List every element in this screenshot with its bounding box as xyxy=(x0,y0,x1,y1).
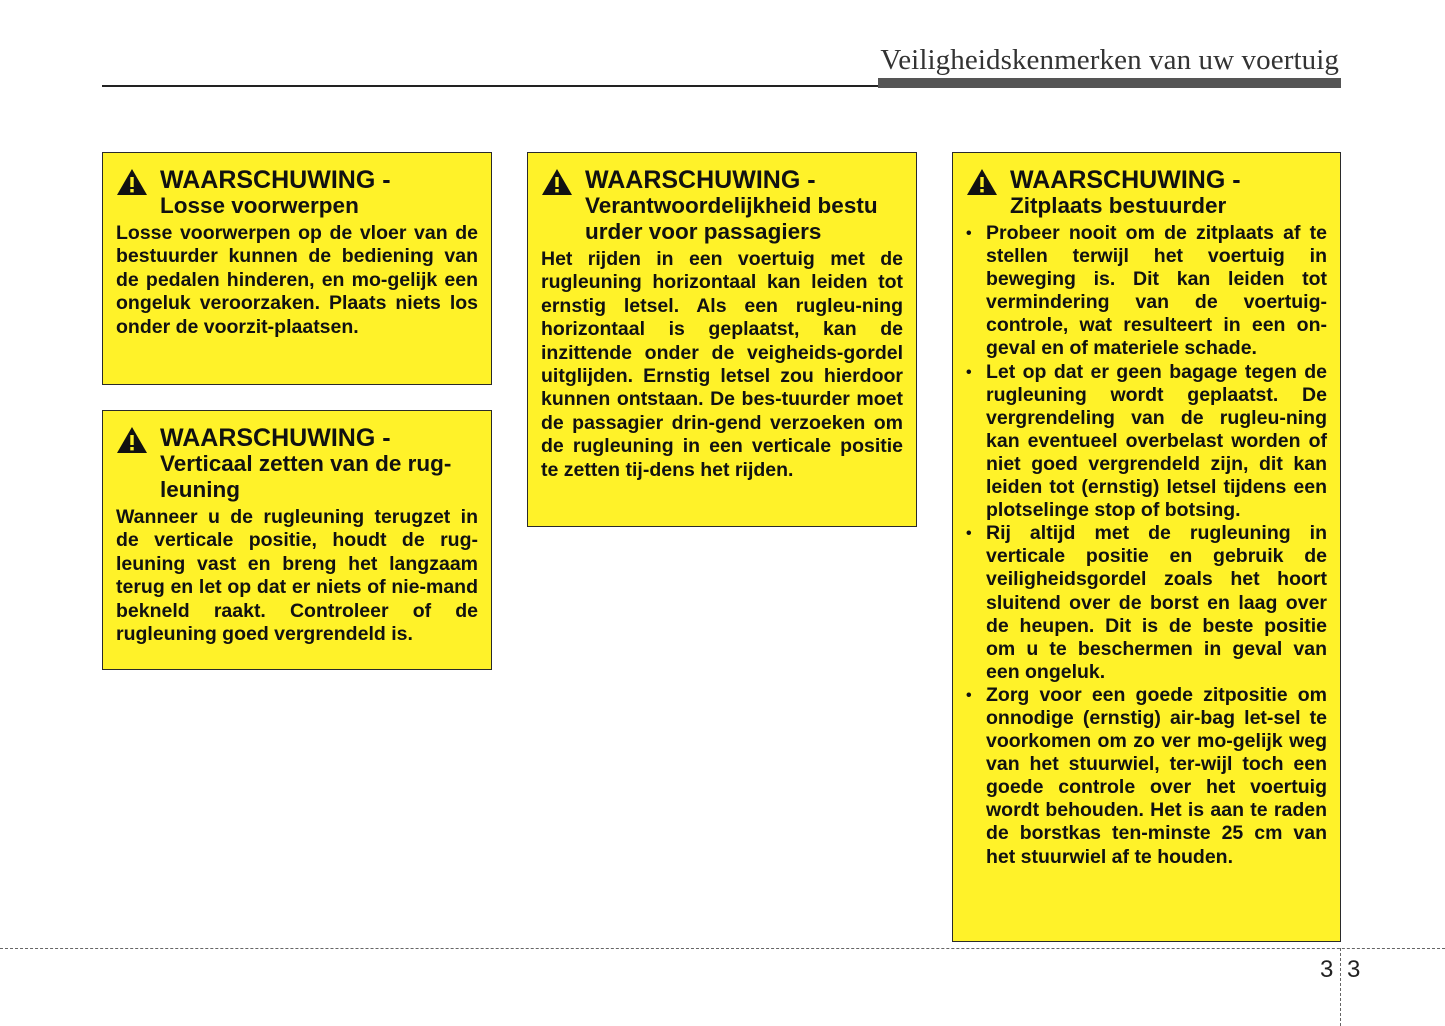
chapter-number: 3 xyxy=(1320,956,1334,983)
footer-dashed-rule xyxy=(0,948,1445,949)
warning-body: Wanneer u de rugleuning terugzet in de verticale positie, houdt de rug-leuning vast en breng het langzaam terug en let op dat er niets of nie-mand bekneld raakt. Controleer of de rugleuning goed vergrendeld is. xyxy=(116,506,478,646)
list-item xyxy=(966,222,1327,361)
page-number: 3 xyxy=(1347,956,1361,983)
header-rule xyxy=(102,85,880,87)
warning-subtitle: Verantwoordelijkheid bestu urder voor passagiers xyxy=(585,193,878,244)
warning-box-driver-responsibility xyxy=(527,152,917,527)
header-bar xyxy=(878,78,1341,88)
warning-title: WAARSCHUWING - xyxy=(160,424,391,452)
warning-heading xyxy=(116,167,478,219)
list-item xyxy=(966,522,1327,684)
bullet-dot-icon: • xyxy=(966,225,972,242)
footer-page-divider xyxy=(1340,948,1341,1026)
warning-triangle-icon xyxy=(116,426,148,454)
warning-heading xyxy=(966,167,1327,219)
warning-title: WAARSCHUWING - xyxy=(160,166,391,194)
warning-box-seatback-upright xyxy=(102,410,492,670)
warning-triangle-icon xyxy=(541,168,573,196)
warning-body: Het rijden in een voertuig met de rugleuning horizontaal kan leiden tot ernstig letsel. Als een rugleu-ning horizontaal is geplaatst, kan de inzittende onder de veigheids-gordel uitglijden. Ernstig letsel zou hierdoor kunnen ontstaan. De bes-tuurder moet de passagier drin-gend verzoeken om de rugleuning in een verticale positie te zetten tij-dens het rijden. xyxy=(541,248,903,481)
bullet-dot-icon: • xyxy=(966,363,972,381)
bullet-dot-icon: • xyxy=(966,686,972,704)
warning-heading xyxy=(541,167,903,245)
warning-heading xyxy=(116,425,478,503)
warning-subtitle: Verticaal zetten van de rug-leuning xyxy=(160,451,452,502)
list-item xyxy=(966,361,1327,523)
list-item-text: Zorg voor een goede zitpositie om onnodige (ernstig) air-bag let-sel te voorkomen om zo ver mo-gelijk weg van het stuurwiel, ter-wijl toch een goede controle over het voertuig wordt behouden. Het is aan te raden de borstkas ten-minste 25 cm van het stuurwiel af te houden. xyxy=(986,683,1327,868)
running-header-title: Veiligheidskenmerken van uw voertuig xyxy=(880,44,1339,76)
warning-triangle-icon xyxy=(966,168,998,196)
warning-subtitle: Zitplaats bestuurder xyxy=(1010,193,1227,218)
bullet-dot-icon: • xyxy=(966,525,972,543)
warning-title: WAARSCHUWING - xyxy=(1010,166,1241,194)
warning-body: Losse voorwerpen op de vloer van de bestuurder kunnen de bediening van de pedalen hinderen, en mo-gelijk een ongeluk veroorzaken. Plaats niets los onder de voorzit-plaatsen. xyxy=(116,222,478,338)
warning-triangle-icon xyxy=(116,168,148,196)
warning-bullet-list xyxy=(966,222,1327,869)
warning-title: WAARSCHUWING - xyxy=(585,166,816,194)
list-item xyxy=(966,684,1327,869)
warning-box-loose-objects xyxy=(102,152,492,385)
list-item-text: Rij altijd met de rugleuning in verticale positie en gebruik de veiligheidsgordel zoals het hoort sluitend over de borst en laag over de heupen. Dit is de beste positie om u te beschermen in geval van een ongeluk. xyxy=(986,522,1327,683)
warning-box-driver-seat xyxy=(952,152,1341,942)
list-item-text: Let op dat er geen bagage tegen de rugleuning wordt geplaatst. De vergrendeling van de rugleu-ning kan eventueel overbelast worden of niet goed vergrendeld zijn, dit kan leiden tot (ernstig) letsel tijdens een plotselinge stop of botsing. xyxy=(986,360,1327,522)
list-item-text: Probeer nooit om de zitplaats af te stellen terwijl het voertuig in beweging is. Dit kan leiden tot vermindering van de voertuig-controle, wat resulteert in een on-geval en of materiele schade. xyxy=(986,222,1327,360)
warning-subtitle: Losse voorwerpen xyxy=(160,193,359,218)
